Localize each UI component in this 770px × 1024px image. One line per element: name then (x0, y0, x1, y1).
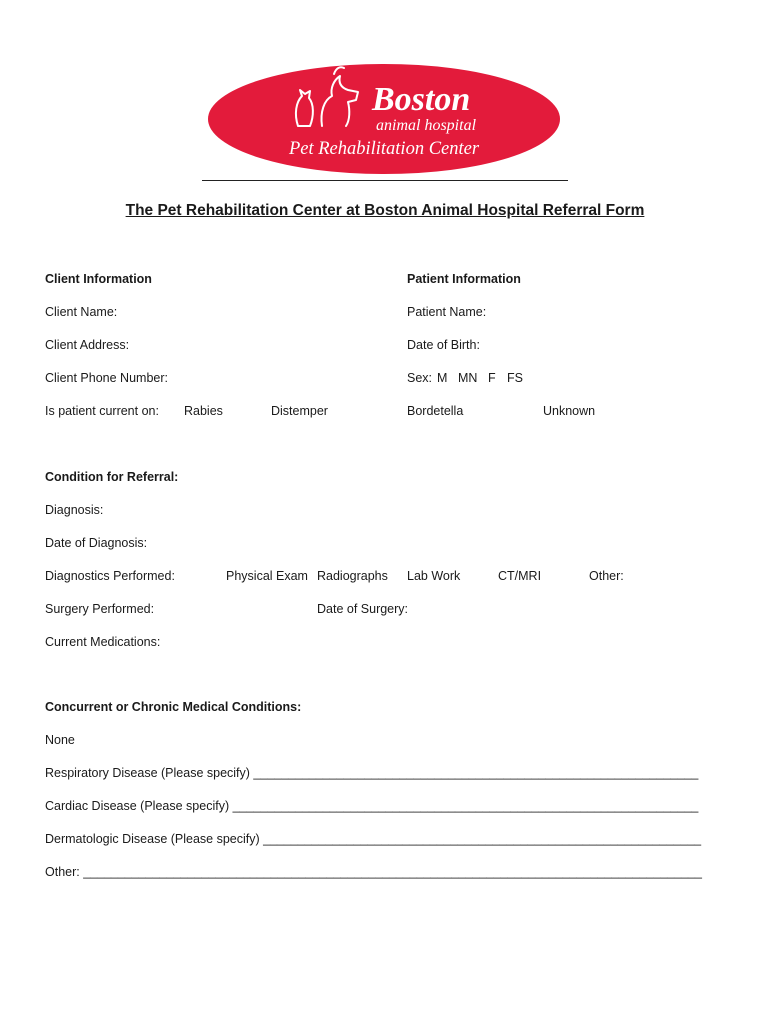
date-of-surgery-label: Date of Surgery: (317, 602, 409, 616)
client-info-heading: Client Information (45, 272, 152, 286)
condition-none-option[interactable]: None (45, 733, 75, 747)
sex-option-mn[interactable]: MN (458, 371, 478, 385)
client-phone-label: Client Phone Number: (45, 371, 168, 385)
diagnostics-performed-label: Diagnostics Performed: (45, 569, 175, 583)
client-address-label: Client Address: (45, 338, 130, 352)
diagnostic-option-ct-mri[interactable]: CT/MRI (498, 569, 542, 583)
current-medications-label: Current Medications: (45, 635, 161, 649)
sex-label: Sex: (407, 371, 433, 385)
diagnostic-option-lab-work[interactable]: Lab Work (407, 569, 461, 583)
surgery-performed-label: Surgery Performed: (45, 602, 155, 616)
sex-option-m[interactable]: M (437, 371, 448, 385)
vaccine-option-distemper[interactable]: Distemper (271, 404, 328, 418)
dermatologic-disease-field[interactable]: Dermatologic Disease (Please specify) _______________________________________________________________ (45, 832, 702, 846)
diagnostic-option-physical-exam[interactable]: Physical Exam (226, 569, 308, 583)
form-title: The Pet Rehabilitation Center at Boston Animal Hospital Referral Form (125, 202, 645, 219)
diagnostic-option-radiographs[interactable]: Radiographs (317, 569, 388, 583)
vaccine-status-label: Is patient current on: (45, 404, 159, 418)
diagnosis-label: Diagnosis: (45, 503, 104, 517)
logo-subtitle: animal hospital (376, 117, 477, 134)
date-of-birth-label: Date of Birth: (407, 338, 480, 352)
vaccine-option-unknown[interactable]: Unknown (543, 404, 596, 418)
other-condition-field[interactable]: Other: _________________________________________________________________________________________ (45, 865, 702, 879)
date-of-diagnosis-label: Date of Diagnosis: (45, 536, 148, 550)
referral-heading: Condition for Referral: (45, 470, 179, 484)
sex-option-f[interactable]: F (488, 371, 496, 385)
patient-info-heading: Patient Information (407, 272, 521, 286)
client-name-label: Client Name: (45, 305, 118, 319)
boston-animal-hospital-logo (206, 62, 562, 176)
patient-name-label: Patient Name: (407, 305, 487, 319)
vaccine-option-bordetella[interactable]: Bordetella (407, 404, 464, 418)
sex-option-fs[interactable]: FS (507, 371, 523, 385)
logo-divider (202, 180, 568, 181)
cardiac-disease-field[interactable]: Cardiac Disease (Please specify) ___________________________________________________________________ (45, 799, 699, 813)
chronic-conditions-heading: Concurrent or Chronic Medical Conditions: (45, 700, 302, 714)
vaccine-option-rabies[interactable]: Rabies (184, 404, 223, 418)
diagnostic-option-other[interactable]: Other: (589, 569, 624, 583)
logo-brand: Boston (372, 81, 471, 118)
logo-program: Pet Rehabilitation Center (288, 139, 480, 159)
respiratory-disease-field[interactable]: Respiratory Disease (Please specify) ________________________________________________________________ (45, 766, 699, 780)
